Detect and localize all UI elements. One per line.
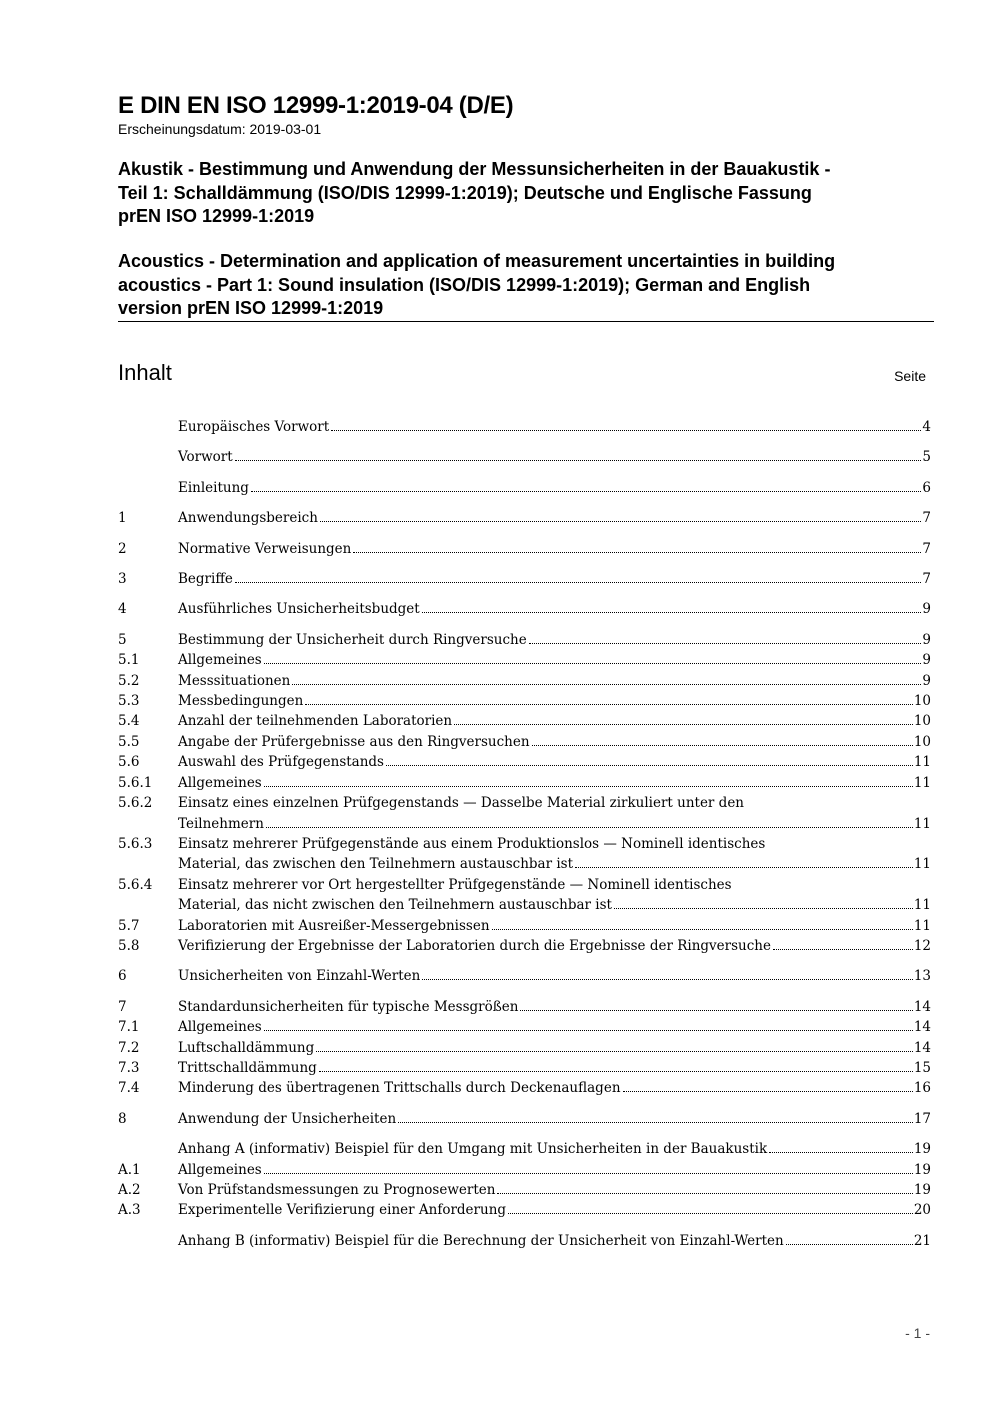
toc-entry-body (178, 599, 931, 619)
toc-entry-line (178, 1200, 931, 1220)
toc-entry-body (178, 1038, 931, 1058)
toc-dot-leader (305, 704, 913, 705)
toc-entry-body (178, 966, 931, 986)
toc-entry-page: 17 (913, 1110, 931, 1127)
toc-entry[interactable] (118, 1078, 931, 1098)
toc-dot-leader (235, 582, 922, 583)
toc-entry-page: 7 (922, 571, 931, 588)
toc-entry[interactable] (118, 1058, 931, 1078)
toc-entry-number: 8 (118, 1110, 127, 1127)
toc-entry-title: Normative Verweisungen (178, 540, 352, 557)
toc-entry-number: 5.6 (118, 754, 140, 771)
toc-entry[interactable] (118, 732, 931, 752)
toc-entry-body (178, 1160, 931, 1180)
toc-entry-body (178, 508, 931, 528)
toc-entry-title: Bestimmung der Unsicherheit durch Ringversuche (178, 631, 527, 648)
toc-entry-title: Trittschalldämmung (178, 1059, 317, 1076)
toc-dot-leader (398, 1122, 913, 1123)
toc-entry-title: Allgemeines (178, 774, 262, 791)
toc-dot-leader (623, 1091, 913, 1092)
toc-entry[interactable] (118, 966, 931, 986)
title-divider (118, 321, 934, 322)
toc-entry-number: 4 (118, 601, 127, 618)
toc-entry-page: 19 (913, 1161, 931, 1178)
toc-entry[interactable] (118, 599, 931, 619)
toc-entry-title: Anwendung der Unsicherheiten (178, 1110, 397, 1127)
toc-entry-title: Laboratorien mit Ausreißer-Messergebnissen (178, 917, 490, 934)
toc-dot-leader (331, 430, 921, 431)
toc-entry-body (178, 916, 931, 936)
toc-dot-leader (386, 765, 913, 766)
toc-entry-title: Material, das nicht zwischen den Teilnehmern austauschbar ist (178, 897, 612, 914)
toc-entry-number: 7.3 (118, 1059, 140, 1076)
toc-entry-number: 5 (118, 631, 127, 648)
toc-entry-body (178, 1078, 931, 1098)
toc-entry-title: Material, das zwischen den Teilnehmern austauschbar ist (178, 856, 573, 873)
toc-dot-leader (786, 1244, 913, 1245)
toc-entry-body (178, 417, 931, 437)
toc-entry[interactable] (118, 1200, 931, 1220)
toc-entry-number: 6 (118, 968, 127, 985)
toc-entry-page: 19 (913, 1182, 931, 1198)
toc-entry[interactable] (118, 539, 931, 559)
toc-entry[interactable] (118, 875, 931, 916)
toc-entry-number: 5.6.2 (118, 795, 153, 812)
toc-entry-body (178, 1058, 931, 1078)
toc-entry-title: Verifizierung der Ergebnisse der Laboratorien durch die Ergebnisse der Ringversuche (178, 937, 771, 954)
toc-entry-body (178, 936, 931, 956)
toc-entry[interactable] (118, 630, 931, 650)
toc-entry-number: 5.7 (118, 917, 140, 934)
toc-entry-line (178, 895, 931, 915)
toc-entry-title: Allgemeines (178, 1019, 262, 1036)
toc-entry-line (178, 599, 931, 619)
title-german (118, 158, 933, 229)
toc-entry-number: 7.4 (118, 1080, 140, 1097)
toc-entry-number: 5.6.3 (118, 835, 153, 852)
toc-dot-leader (769, 1152, 913, 1153)
toc-entry-line (178, 875, 931, 895)
toc-entry-page: 11 (913, 897, 931, 914)
toc-entry-line (178, 1058, 931, 1078)
toc-heading: Inhalt (118, 360, 172, 385)
toc-entry-title: Angabe der Prüfergebnisse aus den Ringversuchen (178, 733, 530, 750)
toc-entry-line (178, 691, 931, 711)
toc-entry[interactable] (118, 1160, 931, 1180)
toc-entry-page: 11 (913, 774, 931, 791)
toc-entry-number: A.3 (118, 1202, 141, 1219)
toc-entry-page: 15 (913, 1059, 931, 1076)
toc-entry[interactable] (118, 569, 931, 589)
toc-entry[interactable] (118, 1180, 931, 1200)
toc-entry-body (178, 711, 931, 731)
toc-entry-number: 7.2 (118, 1039, 140, 1056)
toc-dot-leader (316, 1051, 913, 1052)
toc-entry-number (118, 478, 178, 498)
toc-entry-body (178, 1180, 931, 1200)
table-of-contents (118, 417, 931, 1251)
toc-entry-body (178, 1231, 931, 1251)
toc-entry-line (178, 417, 931, 437)
toc-entry-title: Unsicherheiten von Einzahl-Werten (178, 968, 421, 985)
toc-entry-line (178, 793, 931, 813)
toc-dot-leader (454, 724, 913, 725)
page-number: - 1 - (905, 1325, 930, 1341)
toc-entry-title: Anhang A (informativ) Beispiel für den Umgang mit Unsicherheiten in der Bauakustik (178, 1141, 768, 1158)
toc-entry-page: 9 (922, 652, 931, 669)
toc-entry-page: 10 (913, 713, 931, 730)
toc-entry-number: A.2 (118, 1182, 141, 1198)
toc-entry-title: Einsatz mehrerer Prüfgegenstände aus einem Produktionslos — Nominell identisches (178, 835, 766, 852)
toc-entry-number: 5.1 (118, 652, 140, 669)
toc-entry-title: Einsatz mehrerer vor Ort hergestellter Prüfgegenstände — Nominell identisches (178, 876, 732, 893)
toc-dot-leader (264, 786, 913, 787)
title-english-line: version prEN ISO 12999-1:2019 (118, 298, 384, 318)
toc-entry-number: 7 (118, 998, 127, 1015)
toc-entry-title: Anwendungsbereich (178, 510, 318, 527)
toc-dot-leader (529, 643, 922, 644)
toc-dot-leader (497, 1193, 912, 1194)
toc-entry[interactable] (118, 650, 931, 670)
toc-entry[interactable] (118, 916, 931, 936)
toc-entry-number (118, 417, 178, 437)
toc-entry[interactable] (118, 671, 931, 691)
toc-entry[interactable] (118, 1231, 931, 1251)
toc-dot-leader (251, 491, 921, 492)
toc-entry-line (178, 834, 931, 854)
toc-entry-title: Anhang B (informativ) Beispiel für die Berechnung der Unsicherheit von Einzahl-Werten (178, 1232, 784, 1249)
toc-entry-number: 1 (118, 510, 127, 527)
toc-entry-line (178, 1139, 931, 1159)
toc-entry-page: 19 (913, 1141, 931, 1158)
toc-entry-line (178, 478, 931, 498)
toc-entry-page: 21 (913, 1232, 931, 1249)
toc-entry-number: 3 (118, 571, 127, 588)
toc-entry-line (178, 539, 931, 559)
toc-entry-body (178, 752, 931, 772)
toc-entry-line (178, 569, 931, 589)
toc-entry-page: 5 (922, 449, 931, 466)
toc-entry-body (178, 997, 931, 1017)
toc-entry[interactable] (118, 447, 931, 467)
toc-entry-body (178, 671, 931, 691)
toc-entry-page: 4 (922, 419, 931, 435)
toc-entry[interactable] (118, 1038, 931, 1058)
title-german-line: Teil 1: Schalldämmung (ISO/DIS 12999-1:2019); Deutsche und Englische Fassung (118, 182, 812, 203)
toc-dot-leader (773, 949, 913, 950)
toc-entry-page: 11 (913, 917, 931, 934)
toc-entry-title: Einleitung (178, 479, 249, 496)
toc-entry-page: 12 (913, 937, 931, 954)
toc-entry-page: 10 (913, 733, 931, 750)
toc-entry-line (178, 732, 931, 752)
toc-entry-body (178, 1109, 931, 1129)
toc-entry-line (178, 997, 931, 1017)
toc-page-label: Seite (894, 368, 926, 384)
toc-entry-page: 6 (922, 479, 931, 496)
toc-entry-body (178, 793, 931, 834)
toc-entry-title: Messbedingungen (178, 693, 304, 710)
toc-entry[interactable] (118, 508, 931, 528)
toc-dot-leader (614, 908, 913, 909)
toc-entry-page: 14 (913, 998, 931, 1015)
toc-entry-line (178, 1180, 931, 1200)
toc-entry-number (118, 1139, 178, 1159)
toc-entry-body (178, 539, 931, 559)
toc-entry-body (178, 650, 931, 670)
toc-entry[interactable] (118, 936, 931, 956)
toc-entry-body (178, 875, 931, 916)
toc-entry[interactable] (118, 711, 931, 731)
toc-entry-page: 10 (913, 693, 931, 710)
toc-entry[interactable] (118, 997, 931, 1017)
toc-entry-page: 14 (913, 1039, 931, 1056)
toc-entry[interactable] (118, 752, 931, 772)
toc-entry-page: 16 (913, 1080, 931, 1097)
toc-entry-body (178, 1200, 931, 1220)
toc-entry-page: 13 (913, 968, 931, 985)
toc-entry-title: Minderung des übertragenen Trittschalls durch Deckenauflagen (178, 1080, 621, 1097)
toc-entry-line (178, 916, 931, 936)
toc-entry-line (178, 1017, 931, 1037)
toc-entry-body (178, 447, 931, 467)
toc-entry-line (178, 1109, 931, 1129)
toc-entry-page: 9 (922, 631, 931, 648)
toc-dot-leader (235, 460, 922, 461)
toc-entry-line (178, 711, 931, 731)
toc-entry[interactable] (118, 1109, 931, 1129)
toc-entry-title: Auswahl des Prüfgegenstands (178, 754, 384, 771)
toc-entry-line (178, 1231, 931, 1251)
toc-dot-leader (520, 1010, 912, 1011)
toc-entry-title: Luftschalldämmung (178, 1039, 315, 1056)
toc-entry-page: 11 (913, 815, 931, 832)
toc-entry-body (178, 732, 931, 752)
toc-entry-line (178, 773, 931, 793)
document-id: E DIN EN ISO 12999-1:2019-04 (D/E) (118, 92, 514, 119)
toc-entry[interactable] (118, 1139, 931, 1159)
toc-entry[interactable] (118, 773, 931, 793)
toc-entry-line (178, 671, 931, 691)
toc-entry-title: Teilnehmern (178, 815, 264, 832)
toc-entry-body (178, 834, 931, 875)
toc-entry-line (178, 936, 931, 956)
toc-entry-body (178, 630, 931, 650)
toc-dot-leader (422, 612, 922, 613)
toc-entry-number: 5.3 (118, 693, 140, 710)
toc-entry-title: Von Prüfstandsmessungen zu Prognosewerten (178, 1182, 496, 1198)
toc-entry-line (178, 630, 931, 650)
toc-entry-number: A.1 (118, 1161, 141, 1178)
toc-entry-title: Standardunsicherheiten für typische Messgrößen (178, 998, 519, 1015)
toc-entry-title: Einsatz eines einzelnen Prüfgegenstands — Dasselbe Material zirkuliert unter den (178, 795, 745, 812)
toc-entry-line (178, 854, 931, 874)
toc-dot-leader (492, 929, 913, 930)
title-german-line: prEN ISO 12999-1:2019 (118, 206, 315, 226)
toc-entry-title: Experimentelle Verifizierung einer Anforderung (178, 1202, 507, 1219)
toc-dot-leader (264, 1173, 913, 1174)
toc-entry-line (178, 1078, 931, 1098)
toc-entry-number: 5.5 (118, 733, 140, 750)
toc-entry-body (178, 1017, 931, 1037)
toc-entry-body (178, 1139, 931, 1159)
toc-entry-title: Allgemeines (178, 652, 262, 669)
toc-entry-title: Vorwort (178, 449, 233, 466)
toc-entry-body (178, 691, 931, 711)
toc-entry-title: Anzahl der teilnehmenden Laboratorien (178, 713, 453, 730)
title-english-line: Acoustics - Determination and application of measurement uncertainties in building (118, 251, 836, 271)
toc-dot-leader (264, 1030, 913, 1031)
toc-entry-title: Begriffe (178, 571, 233, 588)
toc-entry-title: Europäisches Vorwort (178, 419, 330, 435)
toc-entry-page: 7 (922, 540, 931, 557)
toc-entry-line (178, 752, 931, 772)
toc-entry-line (178, 1038, 931, 1058)
toc-entry[interactable] (118, 478, 931, 498)
toc-dot-leader (575, 867, 913, 868)
toc-dot-leader (532, 745, 913, 746)
toc-entry-number: 5.6.1 (118, 774, 153, 791)
toc-entry-number: 2 (118, 540, 127, 557)
toc-entry[interactable] (118, 1017, 931, 1037)
toc-dot-leader (292, 684, 921, 685)
toc-entry-title: Ausführliches Unsicherheitsbudget (178, 601, 420, 618)
toc-entry-number: 7.1 (118, 1019, 140, 1036)
toc-entry-number (118, 1231, 178, 1251)
toc-entry-line (178, 508, 931, 528)
toc-entry-number: 5.8 (118, 937, 140, 954)
toc-entry[interactable] (118, 793, 931, 834)
toc-entry-line (178, 650, 931, 670)
toc-entry-page: 11 (913, 754, 931, 771)
toc-entry-number: 5.6.4 (118, 876, 153, 893)
toc-entry-page: 11 (913, 856, 931, 873)
toc-dot-leader (264, 663, 922, 664)
toc-entry-page: 7 (922, 510, 931, 527)
toc-dot-leader (508, 1213, 913, 1214)
toc-entry[interactable] (118, 417, 931, 437)
title-english-line: acoustics - Part 1: Sound insulation (ISO/DIS 12999-1:2019); German and English (118, 274, 811, 295)
toc-entry-page: 14 (913, 1019, 931, 1036)
toc-entry-title: Allgemeines (178, 1161, 262, 1178)
publication-date: Erscheinungsdatum: 2019-03-01 (118, 121, 322, 137)
toc-dot-leader (266, 827, 913, 828)
toc-entry-page: 20 (913, 1202, 931, 1219)
toc-entry-page: 9 (922, 672, 931, 689)
toc-entry-body (178, 569, 931, 589)
toc-entry[interactable] (118, 691, 931, 711)
toc-dot-leader (320, 521, 921, 522)
toc-entry-number: 5.2 (118, 672, 140, 689)
toc-dot-leader (422, 979, 912, 980)
toc-entry-page: 9 (922, 601, 931, 618)
toc-dot-leader (353, 552, 921, 553)
toc-entry-line (178, 814, 931, 834)
toc-entry-title: Messsituationen (178, 672, 291, 689)
title-english (118, 250, 933, 321)
toc-dot-leader (319, 1071, 913, 1072)
toc-entry-line (178, 966, 931, 986)
toc-entry-body (178, 478, 931, 498)
toc-entry[interactable] (118, 834, 931, 875)
toc-entry-line (178, 447, 931, 467)
title-german-line: Akustik - Bestimmung und Anwendung der Messunsicherheiten in der Bauakustik - (118, 159, 831, 179)
toc-entry-number (118, 447, 178, 467)
toc-entry-body (178, 773, 931, 793)
toc-entry-number: 5.4 (118, 713, 140, 730)
toc-entry-line (178, 1160, 931, 1180)
